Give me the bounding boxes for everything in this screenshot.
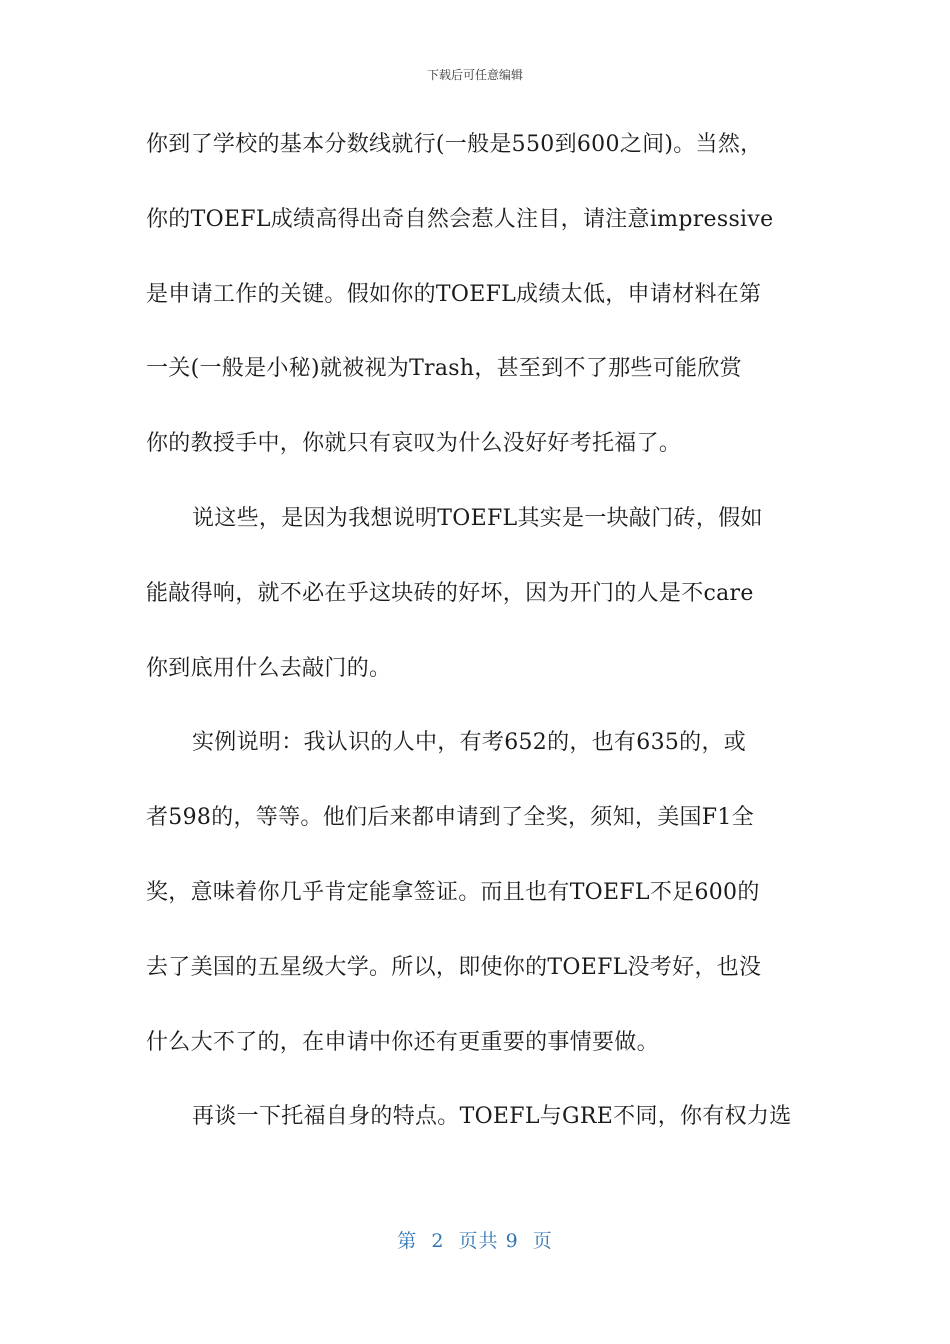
document-body [146, 120, 806, 1167]
text-line-6: 说这些，是因为我想说明TOEFL其实是一块敲门砖，假如 [192, 505, 763, 531]
footer-page-number: 2 [431, 1230, 445, 1252]
text-line-1: 你到了学校的基本分数线就行(一般是550到600之间)。当然， [146, 132, 763, 157]
text-line-7: 能敲得响，就不必在乎这块砖的好坏，因为开门的人是不care [146, 580, 754, 606]
text-line-12: 去了美国的五星级大学。所以，即使你的TOEFL没考好，也没 [146, 954, 762, 980]
text-line-14: 再谈一下托福自身的特点。TOEFL与GRE不同，你有权力选 [192, 1104, 792, 1130]
footer-suffix: 页 [532, 1230, 553, 1252]
text-line-8: 你到底用什么去敲门的。 [146, 655, 392, 681]
footer-total-pages: 9 [505, 1230, 519, 1252]
text-line-11: 奖，意味着你几乎肯定能拿签证。而且也有TOEFL不足600的 [146, 879, 760, 905]
page-footer [0, 1226, 950, 1253]
text-line-10: 者598的，等等。他们后来都申请到了全奖，须知，美国F1全 [146, 805, 754, 831]
text-line-9: 实例说明：我认识的人中，有考652的，也有635的，或 [192, 730, 747, 756]
footer-middle: 页共 [458, 1230, 499, 1252]
text-line-3: 是申请工作的关键。假如你的TOEFL成绩太低，申请材料在第 [146, 281, 762, 307]
footer-prefix: 第 [397, 1230, 418, 1252]
text-line-2: 你的TOEFL成绩高得出奇自然会惹人注目，请注意impressive [146, 206, 774, 232]
page-header: 下载后可任意编辑 [426, 68, 523, 82]
text-line-13: 什么大不了的，在申请中你还有更重要的事情要做。 [146, 1029, 659, 1055]
text-line-4: 一关(一般是小秘)就被视为Trash，甚至到不了那些可能欣赏 [146, 356, 742, 382]
text-line-5: 你的教授手中，你就只有哀叹为什么没好好考托福了。 [146, 431, 682, 457]
